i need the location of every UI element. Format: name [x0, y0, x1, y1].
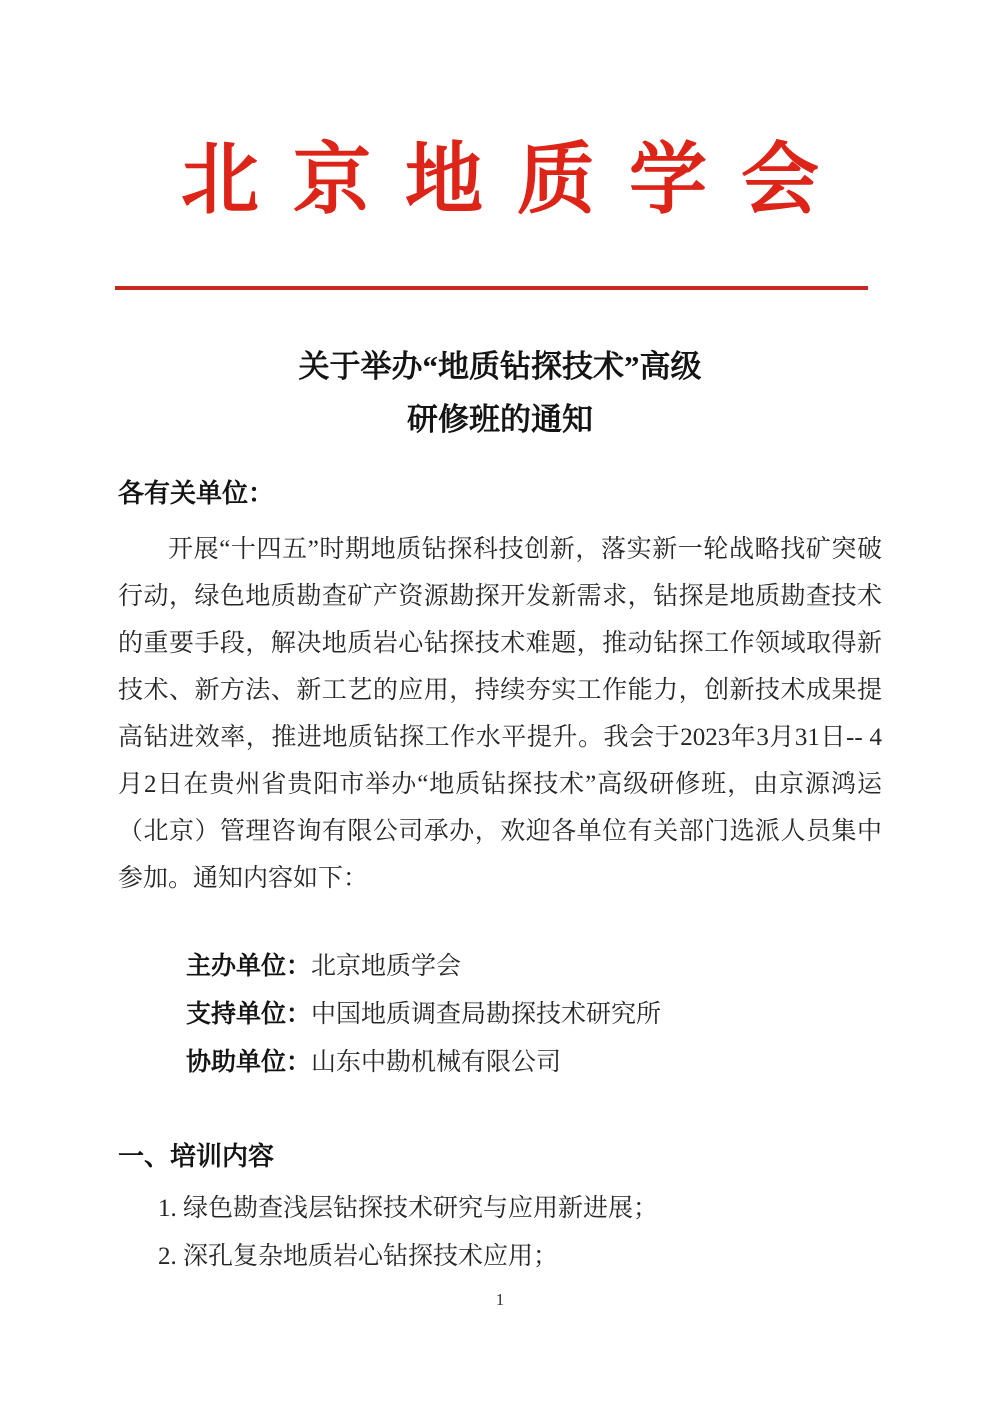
organizer-row-assist [186, 1039, 661, 1087]
letterhead-org-name: 北京地质学会 [180, 136, 853, 223]
organizer-row-host [186, 943, 661, 991]
organizer-list [186, 943, 661, 1087]
organizer-assist-value: 山东中勘机械有限公司 [311, 1049, 562, 1076]
organizer-host-value: 北京地质学会 [311, 953, 462, 980]
organizer-host-label: 主办单位： [186, 953, 312, 980]
organizer-support-label: 支持单位： [186, 1001, 312, 1028]
document-title-line2: 研修班的通知 [407, 402, 593, 437]
training-item-2: 2. 深孔复杂地质岩心钻探技术应用； [158, 1243, 559, 1270]
body-paragraph: 开展“十四五”时期地质钻探科技创新，落实新一轮战略找矿突破行动，绿色地质勘查矿产资源勘探开发新需求，钻探是地质勘查技术的重要手段，解决地质岩心钻探技术难题，推动钻探工作领域取得新技术、新方法、新工艺的应用，持续夯实工作能力，创新技术成果提高钻进效率，推进地质钻探工作水平提升。我会于2023年3月31日-- 4月2日在贵州省贵阳市举办“地质钻探技术”高级研修班，由京源鸿运（北京）管理咨询有限公司承办，欢迎各单位有关部门选派人员集中参加。通知内容如下： [118, 536, 882, 892]
organizer-support-value: 中国地质调查局勘探技术研究所 [311, 1001, 662, 1028]
salutation: 各有关单位： [118, 479, 275, 508]
page-number: 1 [495, 1290, 505, 1309]
document-title [0, 340, 1000, 446]
section-heading-training-content: 一、培训内容 [118, 1142, 275, 1171]
organizer-row-support [186, 991, 661, 1039]
letterhead-divider-rule [115, 286, 868, 290]
organizer-assist-label: 协助单位： [186, 1049, 312, 1076]
training-item-list [158, 1185, 658, 1281]
training-item-1: 1. 绿色勘查浅层钻探技术研究与应用新进展； [158, 1195, 659, 1222]
document-title-line1: 关于举办“地质钻探技术”高级 [298, 349, 702, 384]
